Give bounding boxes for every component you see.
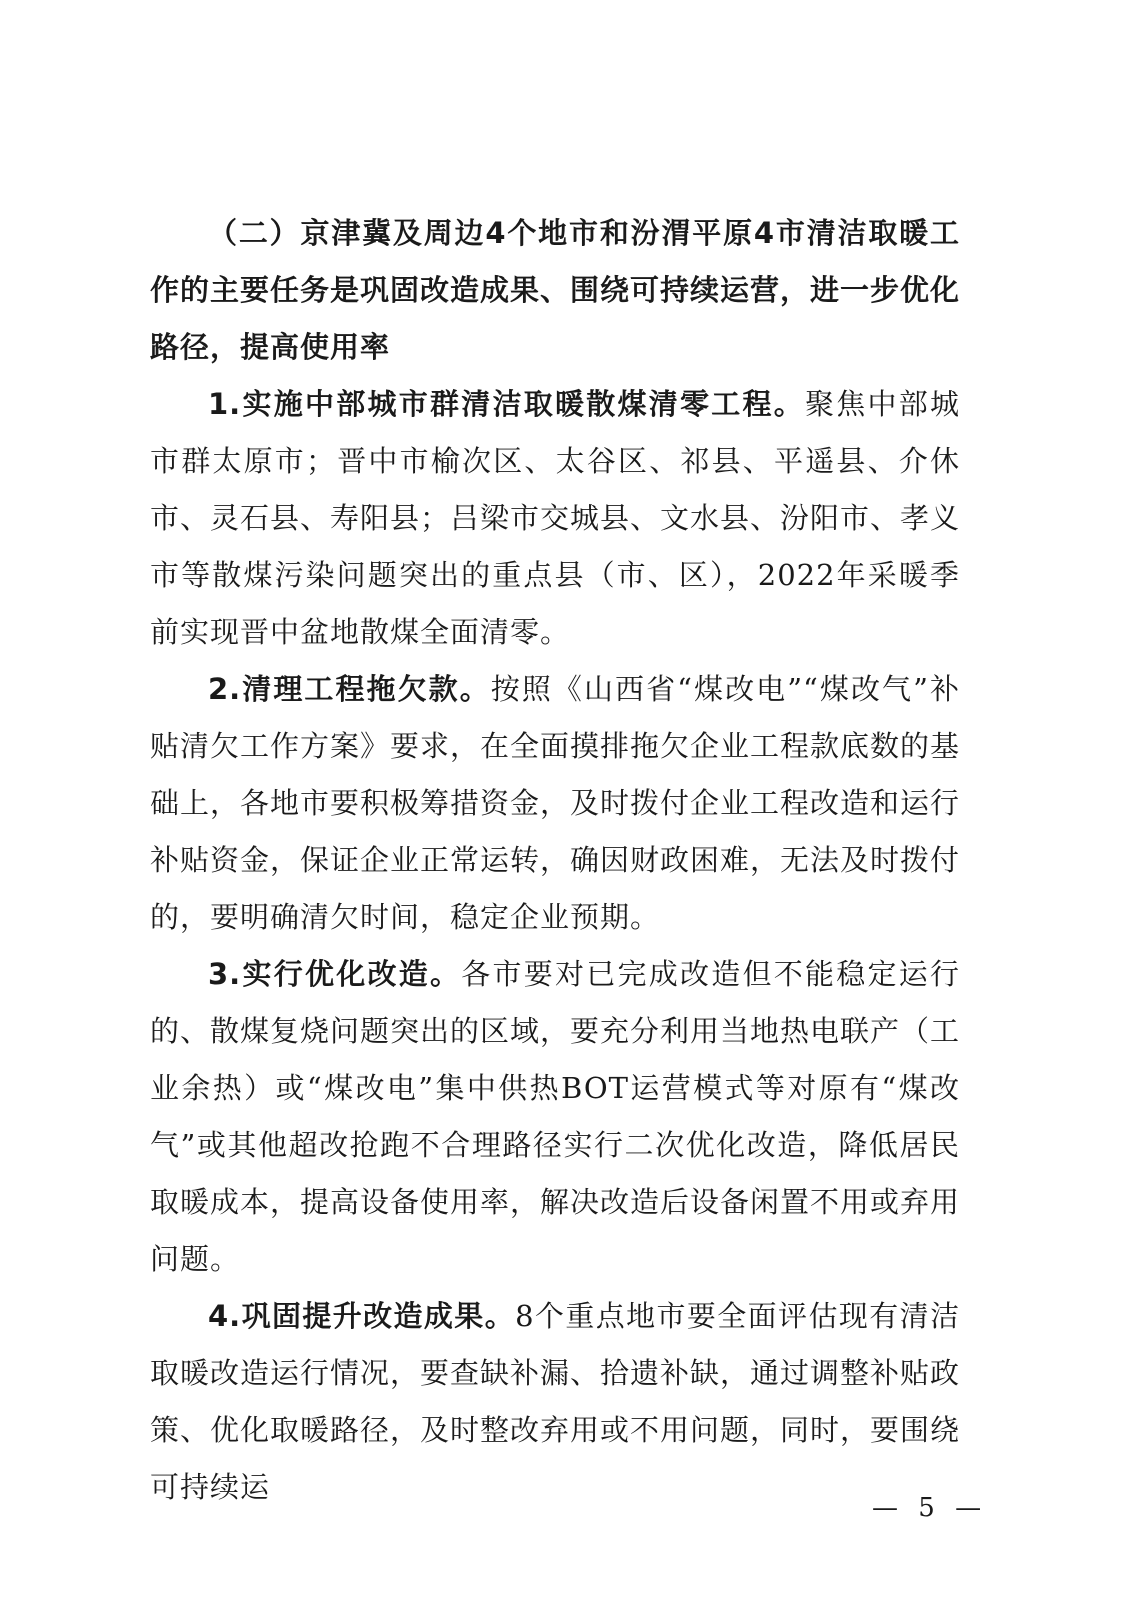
item-2-title: 2.清理工程拖欠款。 (208, 672, 491, 706)
paragraph-item-2 (150, 661, 960, 946)
item-4-title: 4.巩固提升改造成果。 (208, 1299, 516, 1333)
item-3-title: 3.实行优化改造。 (208, 957, 462, 991)
paragraph-item-4 (150, 1288, 960, 1516)
page-number: — 5 — (872, 1493, 988, 1523)
item-3-text: 各市要对已完成改造但不能稳定运行的、散煤复烧问题突出的区域，要充分利用当地热电联产（工业余热）或“煤改电”集中供热BOT运营模式等对原有“煤改气”或其他超改抢跑不合理路径实行二次优化改造，降低居民取暖成本，提高设备使用率，解决改造后设备闲置不用或弃用问题。 (150, 957, 961, 1276)
section-heading: （二）京津冀及周边4个地市和汾渭平原4市清洁取暖工作的主要任务是巩固改造成果、围绕可持续运营，进一步优化路径，提高使用率 (150, 216, 961, 364)
paragraph-item-1 (150, 376, 960, 661)
document-body (150, 205, 960, 1516)
paragraph-item-3 (150, 946, 960, 1288)
item-1-text: 聚焦中部城市群太原市；晋中市榆次区、太谷区、祁县、平遥县、介休市、灵石县、寿阳县；吕梁市交城县、文水县、汾阳市、孝义市等散煤污染问题突出的重点县（市、区），2022年采暖季前实现晋中盆地散煤全面清零。 (150, 387, 961, 649)
item-2-text: 按照《山西省“煤改电”“煤改气”补贴清欠工作方案》要求，在全面摸排拖欠企业工程款底数的基础上，各地市要积极筹措资金，及时拨付企业工程改造和运行补贴资金，保证企业正常运转，确因财政困难，无法及时拨付的，要明确清欠时间，稳定企业预期。 (150, 672, 961, 934)
item-1-title: 1.实施中部城市群清洁取暖散煤清零工程。 (208, 387, 805, 421)
item-4-text: 8个重点地市要全面评估现有清洁取暖改造运行情况，要查缺补漏、拾遗补缺，通过调整补贴政策、优化取暖路径，及时整改弃用或不用问题，同时，要围绕可持续运 (150, 1299, 961, 1504)
